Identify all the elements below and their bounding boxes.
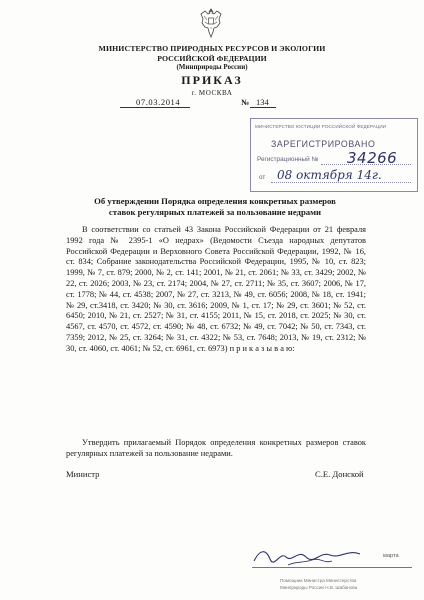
registration-note-line2: Минприроды России Н.В. Шабанова — [280, 585, 358, 590]
ministry-short-name: (Минприроды России) — [176, 63, 248, 71]
order-date: 07.03.2014 — [136, 97, 181, 107]
ministry-name-line2: РОССИЙСКОЙ ФЕДЕРАЦИИ — [157, 53, 267, 63]
date-underline — [120, 107, 190, 108]
number-sign: № — [241, 98, 250, 107]
stamp-from-label: от — [259, 174, 266, 181]
stamp-reg-date: 08 октября 14г. — [277, 168, 382, 182]
order-subject: Об утверждении Порядка определения конкретных размеров ставок регулярных платежей за пользование недрами — [94, 196, 336, 217]
order-number: 134 — [256, 97, 269, 107]
signatory-title: Министр — [66, 469, 100, 479]
stamp-date-line — [271, 182, 411, 183]
stamp-ministry-line: МИНИСТЕРСТВО ЮСТИЦИИ РОССИЙСКОЙ ФЕДЕРАЦИИ — [255, 124, 387, 129]
document-type-title: ПРИКАЗ — [181, 73, 243, 87]
coat-of-arms-icon — [200, 8, 222, 38]
registration-stamp — [250, 118, 418, 192]
registration-note — [248, 545, 418, 595]
order-body-paragraph: В соответствии со статьей 43 Закона Российской Федерации от 21 февраля 1992 года № 2395-1 «О недрах» (Ведомости Съезда народных депутатов Российской Федерации и Верховного Совета Российской Федерации, 1992, № 16, ст. 834; Собрание законодательства Российской Федерации, 1995, № 10, ст. 823; 1999, № 7, ст. 879; 2000, № 2, ст. 141; 2001, № 21, ст. 2061; № 33, ст. 3429; 2002, № 22, ст. 2026; 2003, № 23, ст. 2174; 2004, № 27, ст. 2711; № 35, ст. 3607; 2006, № 17, ст. 1778; № 44, ст. 4538; 2007, № 27, ст. 3213, № 49, ст. 6056; 2008, № 18, ст. 1941; № 29, ст.3418, ст. 3420; № 30, ст. 3616; 2009, № 1, ст. 17; № 29, ст. 3601; № 52, ст. 6450; 2010, № 21, ст. 2527; № 31, ст. 4155; 2011, № 15, ст. 2018, ст. 2025; № 30, ст. 4567, ст. 4570, ст. 4572, ст. 4590; № 48, ст. 6732; № 49, ст. 7042; № 50, ст. 7343, ст. 7359; 2012, № 25, ст. 3264; № 31, ст. 4322; № 53, ст. 7648; 2013, № 19, ст. 2312; № 30, ст. 4060, ст. 4061; № 52, ст. 6961, ст. 6973) п р и к а з ы в а ю: — [66, 225, 366, 353]
ministry-name-line1: МИНИСТЕРСТВО ПРИРОДНЫХ РЕСУРСОВ И ЭКОЛОГИИ — [98, 44, 326, 53]
stamp-reg-number-label: Регистрационный № — [257, 156, 319, 163]
stamp-registered-label: ЗАРЕГИСТРИРОВАНО — [271, 139, 376, 149]
registration-note-line1: Помощник Министра Министерства — [280, 578, 357, 583]
registration-month: марта — [383, 553, 399, 559]
number-underline — [250, 107, 276, 108]
registration-underline — [252, 567, 412, 568]
order-approval-paragraph: Утвердить прилагаемый Порядок определения конкретных размеров ставок регулярных платежей за пользование недрами. — [66, 438, 366, 458]
stamp-number-line — [321, 164, 411, 165]
signatory-name: С.Е. Донской — [315, 469, 364, 479]
stamp-reg-number: 34266 — [347, 149, 398, 167]
city-name: г. МОСКВА — [191, 89, 233, 97]
handwritten-signature — [248, 545, 378, 567]
